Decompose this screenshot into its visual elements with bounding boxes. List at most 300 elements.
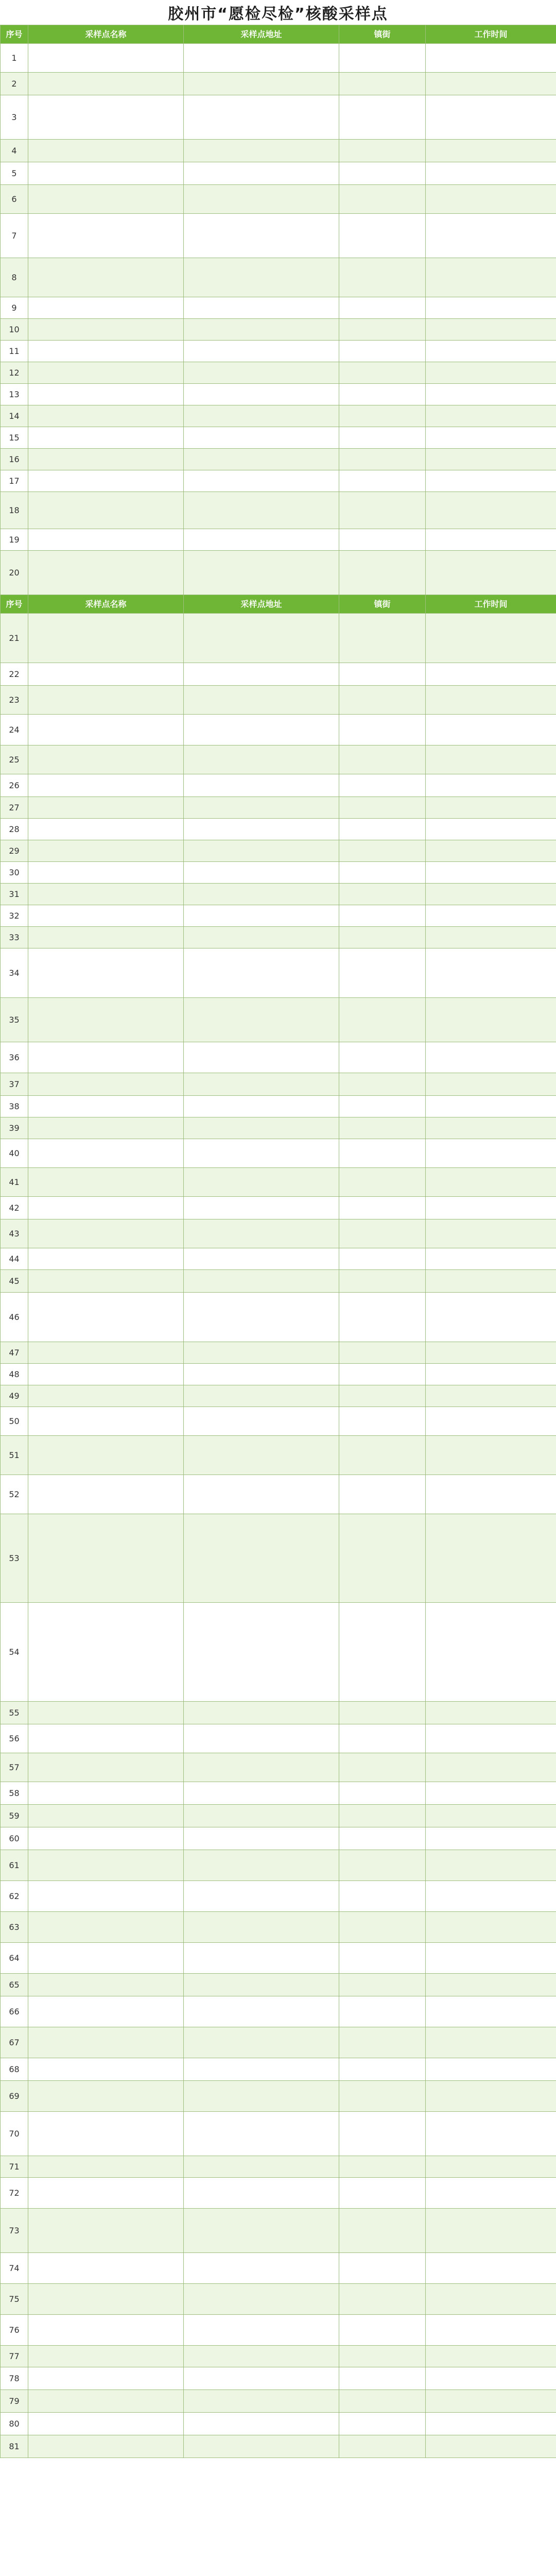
cell-no: 56 xyxy=(1,1724,28,1753)
cell-street xyxy=(339,2253,426,2284)
cell-site-name xyxy=(28,1197,184,1219)
cell-street xyxy=(339,2027,426,2058)
header-row xyxy=(1,25,556,44)
table-row xyxy=(1,449,556,470)
cell-street xyxy=(339,362,426,384)
cell-site-name xyxy=(28,614,184,663)
cell-site-address xyxy=(184,862,339,884)
cell-hours xyxy=(426,2413,556,2435)
cell-site-name xyxy=(28,1475,184,1514)
cell-no: 2 xyxy=(1,73,28,95)
cell-hours xyxy=(426,2156,556,2178)
cell-site-name xyxy=(28,1881,184,1912)
cell-street xyxy=(339,1827,426,1850)
table-row xyxy=(1,1042,556,1073)
table-row xyxy=(1,1342,556,1364)
header-street: 镇街 xyxy=(339,595,426,614)
cell-no: 33 xyxy=(1,927,28,948)
cell-no: 13 xyxy=(1,384,28,405)
cell-site-name xyxy=(28,1850,184,1881)
cell-site-name xyxy=(28,2346,184,2367)
cell-street xyxy=(339,2315,426,2346)
table-row xyxy=(1,258,556,297)
header-hours: 工作时间 xyxy=(426,595,556,614)
cell-site-address xyxy=(184,529,339,551)
cell-hours xyxy=(426,1850,556,1881)
cell-street xyxy=(339,1974,426,1996)
cell-no: 17 xyxy=(1,470,28,492)
cell-site-address xyxy=(184,2027,339,2058)
table-row xyxy=(1,2058,556,2081)
cell-site-name xyxy=(28,1168,184,1197)
cell-hours xyxy=(426,95,556,140)
cell-site-name xyxy=(28,2390,184,2413)
cell-site-name xyxy=(28,948,184,998)
cell-site-address xyxy=(184,2178,339,2209)
cell-site-address xyxy=(184,73,339,95)
table-row xyxy=(1,1073,556,1096)
cell-site-name xyxy=(28,341,184,362)
cell-site-address xyxy=(184,1881,339,1912)
cell-no: 41 xyxy=(1,1168,28,1197)
cell-hours xyxy=(426,2253,556,2284)
cell-site-name xyxy=(28,95,184,140)
header-address: 采样点地址 xyxy=(184,25,339,44)
cell-hours xyxy=(426,1342,556,1364)
table-row xyxy=(1,774,556,797)
cell-street xyxy=(339,1270,426,1293)
cell-no: 66 xyxy=(1,1996,28,2027)
cell-no: 36 xyxy=(1,1042,28,1073)
table-row xyxy=(1,948,556,998)
cell-no: 65 xyxy=(1,1974,28,1996)
table-row xyxy=(1,2435,556,2458)
cell-street xyxy=(339,2178,426,2209)
table-row xyxy=(1,427,556,449)
cell-no: 12 xyxy=(1,362,28,384)
cell-site-name xyxy=(28,551,184,595)
cell-no: 43 xyxy=(1,1219,28,1248)
cell-hours xyxy=(426,948,556,998)
table-row xyxy=(1,2027,556,2058)
cell-no: 11 xyxy=(1,341,28,362)
cell-site-name xyxy=(28,998,184,1042)
cell-site-address xyxy=(184,2413,339,2435)
table-row xyxy=(1,341,556,362)
cell-hours xyxy=(426,1385,556,1407)
cell-street xyxy=(339,1248,426,1270)
cell-site-address xyxy=(184,449,339,470)
cell-hours xyxy=(426,551,556,595)
cell-no: 48 xyxy=(1,1364,28,1385)
cell-hours xyxy=(426,1042,556,1073)
cell-site-name xyxy=(28,2081,184,2112)
cell-site-name xyxy=(28,1782,184,1805)
cell-hours xyxy=(426,1702,556,1724)
cell-street xyxy=(339,1073,426,1096)
header-name: 采样点名称 xyxy=(28,25,184,44)
cell-site-address xyxy=(184,1364,339,1385)
table-row xyxy=(1,905,556,927)
table-row xyxy=(1,1139,556,1168)
table-row xyxy=(1,44,556,73)
cell-street xyxy=(339,1436,426,1475)
cell-street xyxy=(339,2156,426,2178)
cell-site-name xyxy=(28,2027,184,2058)
cell-hours xyxy=(426,1139,556,1168)
table-row xyxy=(1,1996,556,2027)
cell-street xyxy=(339,1385,426,1407)
cell-hours xyxy=(426,905,556,927)
cell-site-address xyxy=(184,774,339,797)
cell-site-address xyxy=(184,1385,339,1407)
cell-site-address xyxy=(184,1096,339,1117)
table-row xyxy=(1,1385,556,1407)
cell-site-address xyxy=(184,2346,339,2367)
cell-street xyxy=(339,73,426,95)
cell-site-name xyxy=(28,405,184,427)
cell-hours xyxy=(426,2058,556,2081)
cell-hours xyxy=(426,1168,556,1197)
cell-no: 58 xyxy=(1,1782,28,1805)
cell-street xyxy=(339,1364,426,1385)
cell-hours xyxy=(426,2346,556,2367)
cell-site-address xyxy=(184,44,339,73)
cell-site-address xyxy=(184,2081,339,2112)
cell-hours xyxy=(426,1912,556,1943)
cell-no: 14 xyxy=(1,405,28,427)
cell-site-name xyxy=(28,1912,184,1943)
cell-street xyxy=(339,1293,426,1342)
cell-site-address xyxy=(184,1850,339,1881)
cell-site-address xyxy=(184,258,339,297)
cell-no: 27 xyxy=(1,797,28,819)
cell-no: 19 xyxy=(1,529,28,551)
cell-hours xyxy=(426,2367,556,2390)
cell-hours xyxy=(426,715,556,745)
cell-no: 47 xyxy=(1,1342,28,1364)
table-row xyxy=(1,797,556,819)
table-row xyxy=(1,2081,556,2112)
cell-street xyxy=(339,884,426,905)
cell-hours xyxy=(426,1248,556,1270)
table-row xyxy=(1,1974,556,1996)
cell-hours xyxy=(426,1407,556,1436)
cell-street xyxy=(339,2435,426,2458)
cell-hours xyxy=(426,1805,556,1827)
cell-street xyxy=(339,1850,426,1881)
cell-street xyxy=(339,1342,426,1364)
cell-no: 75 xyxy=(1,2284,28,2315)
cell-hours xyxy=(426,1996,556,2027)
cell-street xyxy=(339,470,426,492)
cell-no: 28 xyxy=(1,819,28,840)
cell-site-name xyxy=(28,686,184,715)
cell-site-address xyxy=(184,1827,339,1850)
cell-no: 68 xyxy=(1,2058,28,2081)
cell-hours xyxy=(426,362,556,384)
cell-no: 4 xyxy=(1,140,28,162)
cell-street xyxy=(339,341,426,362)
cell-site-name xyxy=(28,884,184,905)
cell-site-address xyxy=(184,1996,339,2027)
cell-hours xyxy=(426,998,556,1042)
cell-no: 8 xyxy=(1,258,28,297)
cell-site-name xyxy=(28,1753,184,1782)
cell-site-name xyxy=(28,715,184,745)
cell-street xyxy=(339,1996,426,2027)
header-address: 采样点地址 xyxy=(184,595,339,614)
cell-site-address xyxy=(184,1702,339,1724)
cell-hours xyxy=(426,162,556,185)
cell-no: 7 xyxy=(1,214,28,258)
table-row xyxy=(1,1197,556,1219)
cell-no: 5 xyxy=(1,162,28,185)
table-row xyxy=(1,1827,556,1850)
cell-street xyxy=(339,840,426,862)
cell-hours xyxy=(426,1096,556,1117)
table-row xyxy=(1,1117,556,1139)
cell-site-address xyxy=(184,840,339,862)
table-row xyxy=(1,405,556,427)
cell-site-name xyxy=(28,1385,184,1407)
cell-site-name xyxy=(28,362,184,384)
cell-no: 60 xyxy=(1,1827,28,1850)
cell-street xyxy=(339,1197,426,1219)
cell-no: 46 xyxy=(1,1293,28,1342)
cell-no: 79 xyxy=(1,2390,28,2413)
table-row xyxy=(1,2178,556,2209)
cell-no: 39 xyxy=(1,1117,28,1139)
cell-street xyxy=(339,2058,426,2081)
cell-street xyxy=(339,95,426,140)
cell-street xyxy=(339,905,426,927)
cell-hours xyxy=(426,1974,556,1996)
table-row xyxy=(1,715,556,745)
cell-site-name xyxy=(28,927,184,948)
cell-site-name xyxy=(28,2413,184,2435)
cell-street xyxy=(339,1881,426,1912)
cell-street xyxy=(339,1943,426,1974)
page-title: 胶州市“愿检尽检”核酸采样点 xyxy=(168,5,388,23)
cell-hours xyxy=(426,405,556,427)
cell-street xyxy=(339,1117,426,1139)
cell-site-address xyxy=(184,1974,339,1996)
cell-no: 67 xyxy=(1,2027,28,2058)
cell-street xyxy=(339,1702,426,1724)
cell-street xyxy=(339,140,426,162)
table-row xyxy=(1,1782,556,1805)
cell-hours xyxy=(426,2315,556,2346)
cell-site-name xyxy=(28,1805,184,1827)
cell-site-address xyxy=(184,1805,339,1827)
cell-site-address xyxy=(184,1219,339,1248)
cell-site-name xyxy=(28,44,184,73)
table-row xyxy=(1,1168,556,1197)
cell-street xyxy=(339,1407,426,1436)
cell-site-address xyxy=(184,2367,339,2390)
cell-site-address xyxy=(184,1943,339,1974)
cell-site-address xyxy=(184,905,339,927)
table-row xyxy=(1,663,556,686)
cell-site-address xyxy=(184,297,339,319)
table-row xyxy=(1,1805,556,1827)
cell-hours xyxy=(426,73,556,95)
table-row xyxy=(1,745,556,774)
cell-no: 42 xyxy=(1,1197,28,1219)
cell-no: 70 xyxy=(1,2112,28,2156)
cell-no: 25 xyxy=(1,745,28,774)
table-row xyxy=(1,2253,556,2284)
cell-site-address xyxy=(184,185,339,214)
cell-site-name xyxy=(28,1996,184,2027)
cell-no: 61 xyxy=(1,1850,28,1881)
cell-site-address xyxy=(184,1042,339,1073)
cell-street xyxy=(339,1782,426,1805)
cell-site-address xyxy=(184,2390,339,2413)
table-row xyxy=(1,185,556,214)
cell-hours xyxy=(426,1364,556,1385)
cell-hours xyxy=(426,686,556,715)
cell-hours xyxy=(426,1475,556,1514)
cell-no: 54 xyxy=(1,1603,28,1702)
cell-site-name xyxy=(28,1248,184,1270)
cell-site-name xyxy=(28,1364,184,1385)
cell-hours xyxy=(426,44,556,73)
cell-site-name xyxy=(28,1407,184,1436)
cell-site-name xyxy=(28,1724,184,1753)
cell-no: 20 xyxy=(1,551,28,595)
cell-street xyxy=(339,2413,426,2435)
cell-site-address xyxy=(184,1168,339,1197)
cell-site-name xyxy=(28,1219,184,1248)
table-row xyxy=(1,2315,556,2346)
cell-site-name xyxy=(28,774,184,797)
cell-site-address xyxy=(184,1436,339,1475)
cell-site-name xyxy=(28,2112,184,2156)
cell-street xyxy=(339,797,426,819)
table-row xyxy=(1,927,556,948)
table-row xyxy=(1,2346,556,2367)
cell-site-address xyxy=(184,819,339,840)
cell-street xyxy=(339,1168,426,1197)
cell-no: 38 xyxy=(1,1096,28,1117)
cell-street xyxy=(339,2112,426,2156)
cell-street xyxy=(339,715,426,745)
table-row xyxy=(1,529,556,551)
cell-street xyxy=(339,2284,426,2315)
cell-street xyxy=(339,663,426,686)
cell-no: 51 xyxy=(1,1436,28,1475)
cell-site-address xyxy=(184,948,339,998)
table-row xyxy=(1,1407,556,1436)
cell-site-name xyxy=(28,1139,184,1168)
cell-site-name xyxy=(28,2315,184,2346)
header-no: 序号 xyxy=(1,595,28,614)
cell-hours xyxy=(426,2284,556,2315)
cell-site-name xyxy=(28,905,184,927)
cell-hours xyxy=(426,492,556,529)
cell-hours xyxy=(426,663,556,686)
table-row xyxy=(1,1436,556,1475)
cell-site-name xyxy=(28,185,184,214)
cell-site-name xyxy=(28,2058,184,2081)
table-row xyxy=(1,1912,556,1943)
cell-no: 72 xyxy=(1,2178,28,2209)
cell-no: 1 xyxy=(1,44,28,73)
cell-site-address xyxy=(184,492,339,529)
header-hours: 工作时间 xyxy=(426,25,556,44)
table-row xyxy=(1,162,556,185)
table-header xyxy=(1,25,556,44)
cell-hours xyxy=(426,1603,556,1702)
cell-site-name xyxy=(28,1270,184,1293)
cell-site-name xyxy=(28,470,184,492)
table-row xyxy=(1,2112,556,2156)
cell-hours xyxy=(426,319,556,341)
cell-site-address xyxy=(184,686,339,715)
title-bar xyxy=(0,0,556,25)
cell-no: 74 xyxy=(1,2253,28,2284)
cell-no: 37 xyxy=(1,1073,28,1096)
cell-site-name xyxy=(28,297,184,319)
cell-hours xyxy=(426,1724,556,1753)
cell-hours xyxy=(426,384,556,405)
cell-no: 52 xyxy=(1,1475,28,1514)
cell-site-name xyxy=(28,73,184,95)
cell-no: 10 xyxy=(1,319,28,341)
cell-site-address xyxy=(184,2112,339,2156)
cell-no: 31 xyxy=(1,884,28,905)
cell-no: 69 xyxy=(1,2081,28,2112)
cell-hours xyxy=(426,258,556,297)
table-row xyxy=(1,1248,556,1270)
cell-hours xyxy=(426,1753,556,1782)
table-row xyxy=(1,2284,556,2315)
cell-hours xyxy=(426,774,556,797)
cell-site-name xyxy=(28,2178,184,2209)
cell-street xyxy=(339,2367,426,2390)
table-row xyxy=(1,492,556,529)
cell-hours xyxy=(426,1073,556,1096)
table-row xyxy=(1,1475,556,1514)
cell-no: 81 xyxy=(1,2435,28,2458)
table-row xyxy=(1,319,556,341)
cell-hours xyxy=(426,297,556,319)
cell-site-address xyxy=(184,927,339,948)
cell-no: 77 xyxy=(1,2346,28,2367)
cell-hours xyxy=(426,1943,556,1974)
cell-street xyxy=(339,319,426,341)
cell-site-name xyxy=(28,162,184,185)
cell-hours xyxy=(426,449,556,470)
cell-site-name xyxy=(28,745,184,774)
cell-street xyxy=(339,927,426,948)
cell-hours xyxy=(426,840,556,862)
cell-hours xyxy=(426,427,556,449)
cell-site-address xyxy=(184,884,339,905)
cell-site-address xyxy=(184,1342,339,1364)
cell-site-address xyxy=(184,1724,339,1753)
cell-site-address xyxy=(184,470,339,492)
cell-hours xyxy=(426,745,556,774)
cell-no: 78 xyxy=(1,2367,28,2390)
cell-hours xyxy=(426,2112,556,2156)
cell-site-name xyxy=(28,1603,184,1702)
cell-street xyxy=(339,1475,426,1514)
cell-street xyxy=(339,2209,426,2253)
cell-no: 21 xyxy=(1,614,28,663)
